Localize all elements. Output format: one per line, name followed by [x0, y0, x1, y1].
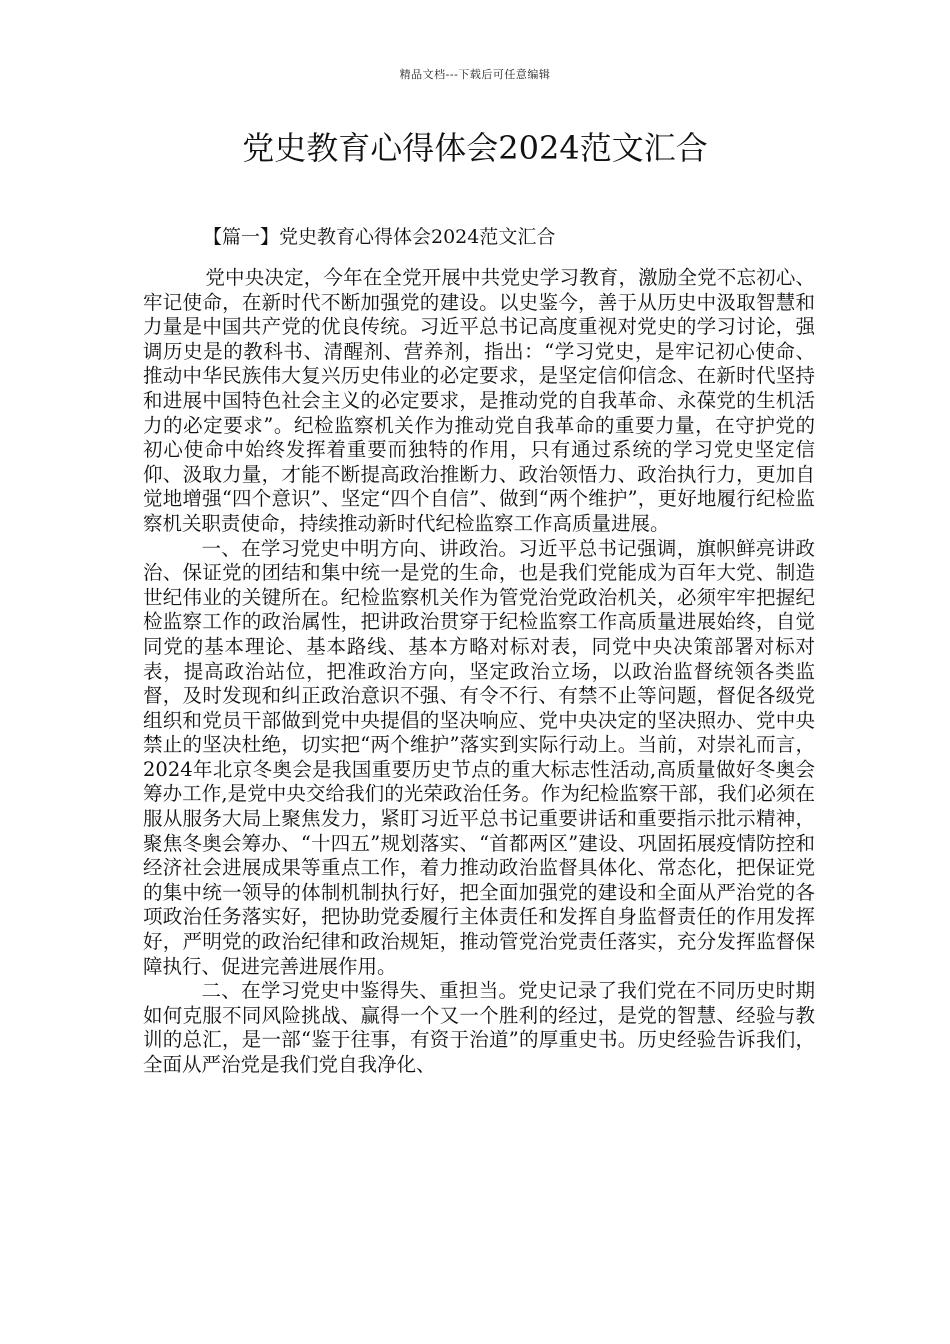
paragraph-point-two: 二、在学习党史中鉴得失、重担当。党史记录了我们党在不同历史时期如何克服不同风险挑战、赢得一个又一个胜利的经过，是党的智慧、经验与教训的总汇，是一部“鉴于往事，有资于治道”的厚重史书。历史经验告诉我们，全面从严治党是我们党自我净化、: [143, 979, 815, 1076]
page-header-note: 精品文档---下载后可任意编辑: [399, 68, 551, 81]
document-title: 党史教育心得体会2024范文汇合: [242, 129, 708, 167]
paragraph-intro: 党中央决定，今年在全党开展中共党史学习教育，激励全党不忘初心、牢记使命，在新时代不断加强党的建设。以史鉴今，善于从历史中汲取智慧和力量是中国共产党的优良传统。习近平总书记高度重视对党史的学习讨论，强调历史是的教科书、清醒剂、营养剂，指出：“学习党史，是牢记初心使命、推动中华民族伟大复兴历史伟业的必定要求，是坚定信仰信念、在新时代坚持和进展中国特色社会主义的必定要求，是推动党的自我革命、永葆党的生机活力的必定要求”。纪检监察机关作为推动党自我革命的重要力量，在守护党的初心使命中始终发挥着重要而独特的作用，只有通过系统的学习党史坚定信仰、汲取力量，才能不断提高政治推断力、政治领悟力、政治执行力，更加自觉地增强“四个意识”、坚定“四个自信”、做到“两个维护”，更好地履行纪检监察机关职责使命，持续推动新时代纪检监察工作高质量进展。: [143, 266, 815, 535]
document-body: [143, 266, 815, 1078]
section-heading: 【篇一】党史教育心得体会2024范文汇合: [203, 226, 556, 248]
paragraph-point-one: 一、在学习党史中明方向、讲政治。习近平总书记强调，旗帜鲜亮讲政治、保证党的团结和集中统一是党的生命，也是我们党能成为百年大党、制造世纪伟业的关键所在。纪检监察机关作为管党治党政治机关，必须牢牢把握纪检监察工作的政治属性，把讲政治贯穿于纪检监察工作高质量进展始终，自觉同党的基本理论、基本路线、基本方略对标对表，同党中央决策部署对标对表，提高政治站位，把准政治方向，坚定政治立场，以政治监督统领各类监督，及时发现和纠正政治意识不强、有令不行、有禁不止等问题，督促各级党组织和党员干部做到党中央提倡的坚决响应、党中央决定的坚决照办、党中央禁止的坚决杜绝，切实把“两个维护”落实到实际行动上。当前，对崇礼而言，2024年北京冬奥会是我国重要历史节点的重大标志性活动,高质量做好冬奥会筹办工作,是党中央交给我们的光荣政治任务。作为纪检监察干部，我们必须在服从服务大局上聚焦发力，紧盯习近平总书记重要讲话和重要指示批示精神，聚焦冬奥会筹办、“十四五”规划落实、“首都两区”建设、巩固拓展疫情防控和经济社会进展成果等重点工作，着力推动政治监督具体化、常态化，把保证党的集中统一领导的体制机制执行好，把全面加强党的建设和全面从严治党的各项政治任务落实好，把协助党委履行主体责任和发挥自身监督责任的作用发挥好，严明党的政治纪律和政治规矩，推动管党治党责任落实，充分发挥监督保障执行、促进完善进展作用。: [143, 536, 815, 978]
